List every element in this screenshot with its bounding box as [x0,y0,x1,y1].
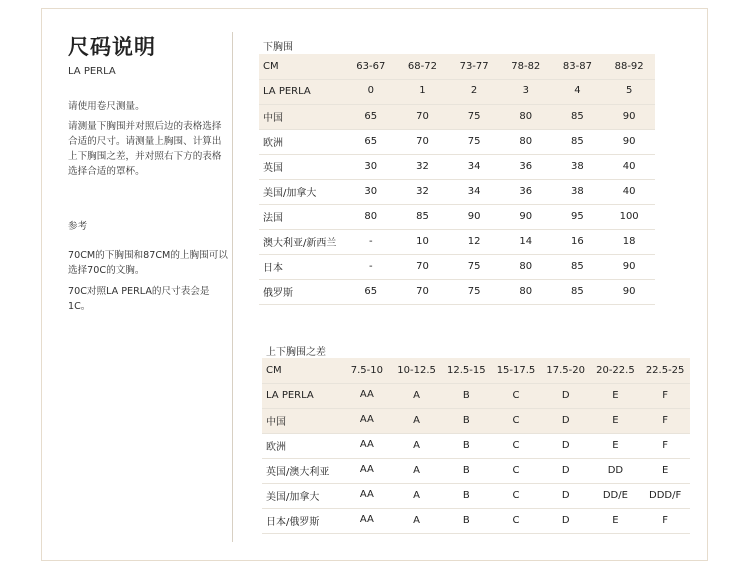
table-cell: D [541,508,591,533]
table-cell: D [541,483,591,508]
table-cell: 2 [448,79,500,104]
table-cell: B [441,508,491,533]
table-cell: 32 [397,154,449,179]
table-cell: - [345,254,397,279]
table-row [259,79,655,104]
cup-table-title: 上下胸围之差 [266,347,326,358]
reference-note-1: 70CM的下胸围和87CM的上胸围可以选择70C的文胸。 [68,250,228,276]
table-cell: 75 [448,104,500,129]
table-cell: 75 [448,279,500,304]
table-cell: D [541,433,591,458]
header-cell: CM [259,54,345,79]
reference-note-2: 70C对照LA PERLA的尺寸表会是1C。 [68,286,210,312]
table-row [259,279,655,304]
header-cell: CM [262,358,342,383]
heading-block [68,34,228,77]
table-cell: 80 [500,279,552,304]
table-cell: 40 [603,154,655,179]
table-row [262,508,690,533]
table-row [259,129,655,154]
table-cell: B [441,408,491,433]
band-table-title: 下胸围 [263,42,293,53]
table-cell: B [441,458,491,483]
instruction-line-1: 请使用卷尺测量。 [68,101,145,112]
table-row [262,458,690,483]
table-cell: 4 [552,79,604,104]
table-cell: 85 [552,254,604,279]
table-cell: 32 [397,179,449,204]
table-cell: 80 [500,129,552,154]
table-cell: DD/E [591,483,641,508]
table-cell: E [591,383,641,408]
table-cell: 90 [603,129,655,154]
brand-name: LA PERLA [68,66,116,77]
table-row [259,229,655,254]
table-cell: 65 [345,279,397,304]
table-cell: 80 [345,204,397,229]
table-cell: C [491,458,541,483]
row-label-cell: 法国 [259,204,345,229]
header-cell: 10-12.5 [392,358,442,383]
row-label-cell: 俄罗斯 [259,279,345,304]
table-cell: F [640,383,690,408]
table-cell: 5 [603,79,655,104]
table-cell: 16 [552,229,604,254]
table-cell: 75 [448,254,500,279]
row-label-cell: 中国 [259,104,345,129]
table-cell: 14 [500,229,552,254]
row-label-cell: 美国/加拿大 [262,483,342,508]
table-cell: 38 [552,179,604,204]
table-cell: A [392,458,442,483]
table-cell: 85 [397,204,449,229]
header-cell: 63-67 [345,54,397,79]
table-cell: 90 [603,104,655,129]
column-divider [232,32,233,542]
table-header-row [262,358,690,383]
header-cell: 15-17.5 [491,358,541,383]
table-cell: A [392,483,442,508]
cup-size-table [262,358,690,534]
table-cell: 12 [448,229,500,254]
table-cell: 70 [397,104,449,129]
table-cell: C [491,483,541,508]
table-cell: 34 [448,154,500,179]
band-size-table [259,54,655,305]
table-cell: - [345,229,397,254]
table-row [259,204,655,229]
table-cell: A [392,508,442,533]
table-cell: A [392,433,442,458]
row-label-cell: 美国/加拿大 [259,179,345,204]
table-cell: B [441,433,491,458]
table-cell: 70 [397,129,449,154]
row-label-cell: 中国 [262,408,342,433]
table-cell: AA [342,408,392,433]
table-cell: 90 [500,204,552,229]
table-row [262,483,690,508]
table-row [259,179,655,204]
table-cell: AA [342,483,392,508]
row-label-cell: 欧洲 [262,433,342,458]
table-row [259,254,655,279]
table-cell: DD [591,458,641,483]
table-cell: E [640,458,690,483]
table-cell: AA [342,383,392,408]
table-row [262,433,690,458]
table-cell: 80 [500,254,552,279]
table-cell: E [591,508,641,533]
table-cell: C [491,383,541,408]
table-cell: 85 [552,104,604,129]
table-cell: B [441,483,491,508]
header-cell: 22.5-25 [640,358,690,383]
table-cell: AA [342,433,392,458]
row-label-cell: 英国 [259,154,345,179]
table-cell: 34 [448,179,500,204]
reference-title: 参考 [68,221,88,232]
table-cell: D [541,408,591,433]
table-cell: 36 [500,154,552,179]
header-cell: 73-77 [448,54,500,79]
table-cell: F [640,433,690,458]
row-label-cell: 日本/俄罗斯 [262,508,342,533]
row-label-cell: LA PERLA [259,79,345,104]
table-cell: F [640,508,690,533]
table-cell: E [591,408,641,433]
table-cell: DDD/F [640,483,690,508]
table-cell: A [392,383,442,408]
table-cell: C [491,508,541,533]
table-cell: 90 [448,204,500,229]
header-cell: 20-22.5 [591,358,641,383]
table-header-row [259,54,655,79]
table-cell: 75 [448,129,500,154]
table-cell: 80 [500,104,552,129]
table-cell: D [541,458,591,483]
table-row [262,408,690,433]
page-title: 尺码说明 [68,35,156,59]
header-cell: 68-72 [397,54,449,79]
table-cell: 100 [603,204,655,229]
header-cell: 83-87 [552,54,604,79]
row-label-cell: LA PERLA [262,383,342,408]
table-cell: C [491,408,541,433]
table-cell: D [541,383,591,408]
table-row [259,154,655,179]
header-cell: 12.5-15 [441,358,491,383]
table-cell: 65 [345,104,397,129]
table-cell: 85 [552,129,604,154]
table-cell: 36 [500,179,552,204]
table-cell: 18 [603,229,655,254]
table-cell: AA [342,458,392,483]
instruction-line-2: 请测量下胸围并对照后边的表格选择合适的尺寸。请测量上胸围、计算出上下胸围之差，并对照右下方的表格选择合适的罩杯。 [68,121,222,177]
table-cell: 65 [345,129,397,154]
table-cell: 70 [397,279,449,304]
table-cell: C [491,433,541,458]
header-cell: 88-92 [603,54,655,79]
table-cell: 0 [345,79,397,104]
table-row [259,104,655,129]
table-cell: 30 [345,154,397,179]
table-cell: 30 [345,179,397,204]
table-row [262,383,690,408]
table-cell: AA [342,508,392,533]
header-cell: 7.5-10 [342,358,392,383]
row-label-cell: 澳大利亚/新西兰 [259,229,345,254]
row-label-cell: 日本 [259,254,345,279]
table-cell: 38 [552,154,604,179]
table-cell: 1 [397,79,449,104]
table-cell: 3 [500,79,552,104]
table-cell: 70 [397,254,449,279]
table-cell: 90 [603,279,655,304]
table-cell: F [640,408,690,433]
header-cell: 17.5-20 [541,358,591,383]
table-cell: 85 [552,279,604,304]
header-cell: 78-82 [500,54,552,79]
row-label-cell: 英国/澳大利亚 [262,458,342,483]
table-cell: 95 [552,204,604,229]
row-label-cell: 欧洲 [259,129,345,154]
table-cell: E [591,433,641,458]
table-cell: 10 [397,229,449,254]
table-cell: 90 [603,254,655,279]
table-cell: A [392,408,442,433]
table-cell: 40 [603,179,655,204]
table-cell: B [441,383,491,408]
